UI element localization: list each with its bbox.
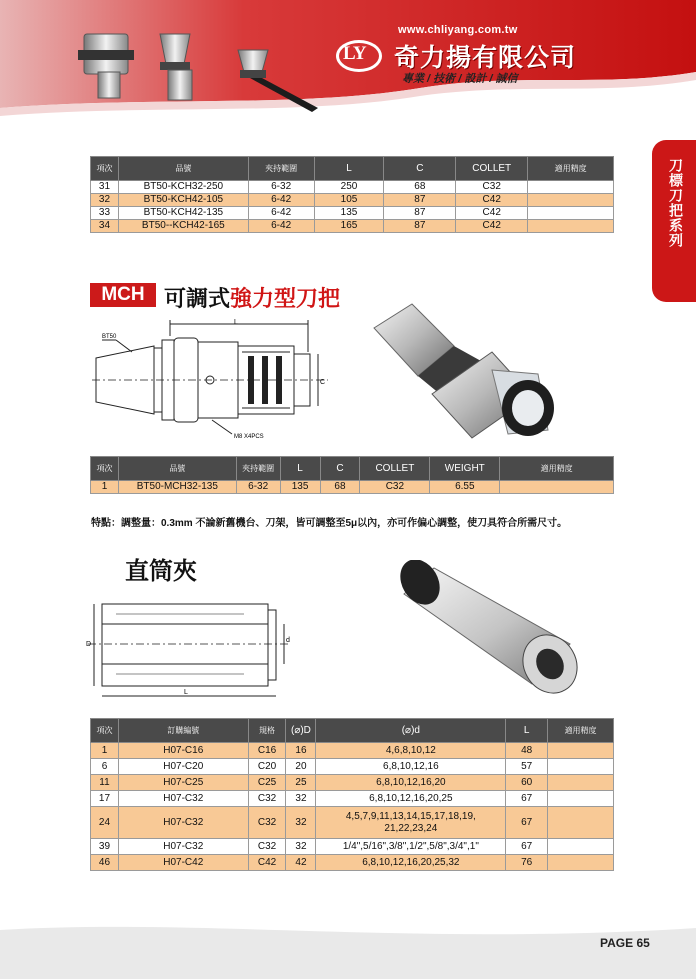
cell-l: 67 xyxy=(506,839,548,855)
cell-note xyxy=(500,481,614,494)
table-row xyxy=(91,839,614,855)
cell-note xyxy=(548,839,614,855)
collet-title: 直筒夾 xyxy=(125,558,197,585)
cell-spec: C16 xyxy=(248,743,286,759)
cell-D: 42 xyxy=(286,855,316,871)
cell-l: 76 xyxy=(506,855,548,871)
table-row xyxy=(91,855,614,871)
cell-D: 25 xyxy=(286,775,316,791)
cell-order: H07-C32 xyxy=(118,807,248,839)
cell-no: 11 xyxy=(91,775,119,791)
col-header: COLLET xyxy=(360,457,430,481)
cell-no: 1 xyxy=(91,481,119,494)
cell-spec: C20 xyxy=(248,759,286,775)
mch-title-black: 可調式 xyxy=(164,286,231,311)
cell-spec: C32 xyxy=(248,791,286,807)
cell-l: 67 xyxy=(506,791,548,807)
cell-note xyxy=(548,791,614,807)
cell-d xyxy=(316,807,506,839)
cell-D: 20 xyxy=(286,759,316,775)
cell-no: 24 xyxy=(91,807,119,839)
col-header: C xyxy=(384,157,456,181)
collet-technical-drawing xyxy=(84,596,300,704)
cell-spec: C25 xyxy=(248,775,286,791)
cell-range: 6-42 xyxy=(248,194,314,207)
cell-l: 165 xyxy=(314,220,384,233)
table-header-row xyxy=(91,157,614,181)
table-row xyxy=(91,181,614,194)
cell-no: 39 xyxy=(91,839,119,855)
cell-collet: C42 xyxy=(456,194,528,207)
table-header-row xyxy=(91,719,614,743)
page-header xyxy=(0,0,696,122)
cell-note xyxy=(528,220,614,233)
side-tab xyxy=(652,140,696,302)
cell-note xyxy=(548,775,614,791)
drawing-label-l: L xyxy=(234,319,238,326)
mch-holder-photo xyxy=(372,300,582,446)
mch-technical-drawing xyxy=(92,318,332,442)
cell-note xyxy=(548,759,614,775)
col-header: L xyxy=(314,157,384,181)
cell-d: 6,8,10,12,16 xyxy=(316,759,506,775)
slogan: 專業 / 技術 / 設計 / 誠信 xyxy=(402,73,518,85)
cell-part: BT50--KCH42-165 xyxy=(118,220,248,233)
table-row xyxy=(91,807,614,839)
cell-note xyxy=(548,743,614,759)
cell-range: 6-42 xyxy=(248,207,314,220)
cell-c: 87 xyxy=(384,220,456,233)
cell-spec: C32 xyxy=(248,807,286,839)
cell-order: H07-C16 xyxy=(118,743,248,759)
cell-range: 6-32 xyxy=(248,181,314,194)
cell-c: 87 xyxy=(384,207,456,220)
cell-order: H07-C20 xyxy=(118,759,248,775)
col-header: L xyxy=(280,457,320,481)
cell-d: 1/4",5/16",3/8",1/2",5/8",3/4",1" xyxy=(316,839,506,855)
col-header: 項次 xyxy=(91,457,119,481)
col-header: 規格 xyxy=(248,719,286,743)
cell-collet: C42 xyxy=(456,207,528,220)
cell-collet: C32 xyxy=(360,481,430,494)
cell-no: 17 xyxy=(91,791,119,807)
page-number: PAGE 65 xyxy=(600,936,650,950)
cell-l: 67 xyxy=(506,807,548,839)
cell-no: 6 xyxy=(91,759,119,775)
company-name: 奇力揚有限公司 xyxy=(394,44,577,72)
cell-l: 250 xyxy=(314,181,384,194)
cell-weight: 6.55 xyxy=(430,481,500,494)
table-row xyxy=(91,759,614,775)
cell-note xyxy=(528,181,614,194)
mch-title-red: 強力型刀把 xyxy=(230,286,341,311)
cell-d: 6,8,10,12,16,20,25 xyxy=(316,791,506,807)
col-header: C xyxy=(320,457,360,481)
mch-title xyxy=(164,282,340,313)
cell-c: 87 xyxy=(384,194,456,207)
cell-no: 33 xyxy=(91,207,119,220)
col-header: (⌀)D xyxy=(286,719,316,743)
drawing-label-screw: M8 X4PCS xyxy=(234,434,264,440)
cell-d: 6,8,10,12,16,20,25,32 xyxy=(316,855,506,871)
cell-note xyxy=(528,207,614,220)
col-header: 適用精度 xyxy=(528,157,614,181)
table-row xyxy=(91,775,614,791)
col-header: COLLET xyxy=(456,157,528,181)
cell-d: 4,6,8,10,12 xyxy=(316,743,506,759)
col-header: L xyxy=(506,719,548,743)
cell-note xyxy=(548,807,614,839)
cell-l: 48 xyxy=(506,743,548,759)
cell-l: 60 xyxy=(506,775,548,791)
cell-spec: C32 xyxy=(248,839,286,855)
cell-part: BT50-KCH42-135 xyxy=(118,207,248,220)
cell-spec: C42 xyxy=(248,855,286,871)
cell-l: 135 xyxy=(314,207,384,220)
drawing-label-D: D xyxy=(86,641,92,648)
cell-part: BT50-KCH42-105 xyxy=(118,194,248,207)
cell-D: 32 xyxy=(286,791,316,807)
cell-l: 135 xyxy=(280,481,320,494)
cell-l: 57 xyxy=(506,759,548,775)
feature-note: 特點：調整量：0.3mm 不論新舊機台、刀架，皆可調整至5μ以內，亦可作偏心調整，使刀具符合所需尺寸。 xyxy=(91,518,568,529)
cell-no: 34 xyxy=(91,220,119,233)
cell-order: H07-C25 xyxy=(118,775,248,791)
col-header: 訂購編號 xyxy=(118,719,248,743)
col-header: 品號 xyxy=(118,457,236,481)
logo-letters: LY xyxy=(343,43,366,64)
cell-no: 31 xyxy=(91,181,119,194)
cell-no: 46 xyxy=(91,855,119,871)
cell-range: 6-42 xyxy=(248,220,314,233)
cell-order: H07-C32 xyxy=(118,791,248,807)
cell-collet: C32 xyxy=(456,181,528,194)
col-header: 品號 xyxy=(118,157,248,181)
col-header: WEIGHT xyxy=(430,457,500,481)
cell-note xyxy=(528,194,614,207)
table-row xyxy=(91,194,614,207)
drawing-label-l: L xyxy=(184,689,188,696)
cell-order: H07-C32 xyxy=(118,839,248,855)
table-row xyxy=(91,481,614,494)
table-row xyxy=(91,791,614,807)
drawing-label-c: C xyxy=(320,379,326,386)
cell-c: 68 xyxy=(320,481,360,494)
website-url: www.chliyang.com.tw xyxy=(398,24,518,36)
cell-D: 32 xyxy=(286,839,316,855)
col-header: 適用精度 xyxy=(548,719,614,743)
table-row xyxy=(91,220,614,233)
table-header-row xyxy=(91,457,614,481)
cell-d-line2: 21,22,23,24 xyxy=(384,822,438,834)
cell-c: 68 xyxy=(384,181,456,194)
cell-range: 6-32 xyxy=(236,481,280,494)
cell-D: 32 xyxy=(286,807,316,839)
drawing-label-d: d xyxy=(286,637,290,644)
col-header: (⌀)d xyxy=(316,719,506,743)
cell-part: BT50-KCH32-250 xyxy=(118,181,248,194)
cell-part: BT50-MCH32-135 xyxy=(118,481,236,494)
cell-l: 105 xyxy=(314,194,384,207)
footer-wave xyxy=(0,920,696,979)
col-header: 夾持範圍 xyxy=(248,157,314,181)
mch-badge: MCH xyxy=(90,283,156,307)
cell-collet: C42 xyxy=(456,220,528,233)
cell-d: 6,8,10,12,16,20 xyxy=(316,775,506,791)
cell-order: H07-C42 xyxy=(118,855,248,871)
col-header: 項次 xyxy=(91,719,119,743)
col-header: 項次 xyxy=(91,157,119,181)
cell-no: 1 xyxy=(91,743,119,759)
col-header: 適用精度 xyxy=(500,457,614,481)
cell-d-line1: 4,5,7,9,11,13,14,15,17,18,19, xyxy=(345,810,476,822)
mch-spec-table xyxy=(90,456,614,494)
collet-photo xyxy=(384,560,584,700)
kch-spec-table xyxy=(90,156,614,233)
cell-no: 32 xyxy=(91,194,119,207)
drawing-label-taper: BT50 xyxy=(102,334,117,340)
col-header: 夾持範圍 xyxy=(236,457,280,481)
cell-D: 16 xyxy=(286,743,316,759)
table-row xyxy=(91,207,614,220)
collet-spec-table xyxy=(90,718,614,871)
cell-note xyxy=(548,855,614,871)
side-tab-label: 刀標刀把系列 xyxy=(668,158,684,248)
table-row xyxy=(91,743,614,759)
